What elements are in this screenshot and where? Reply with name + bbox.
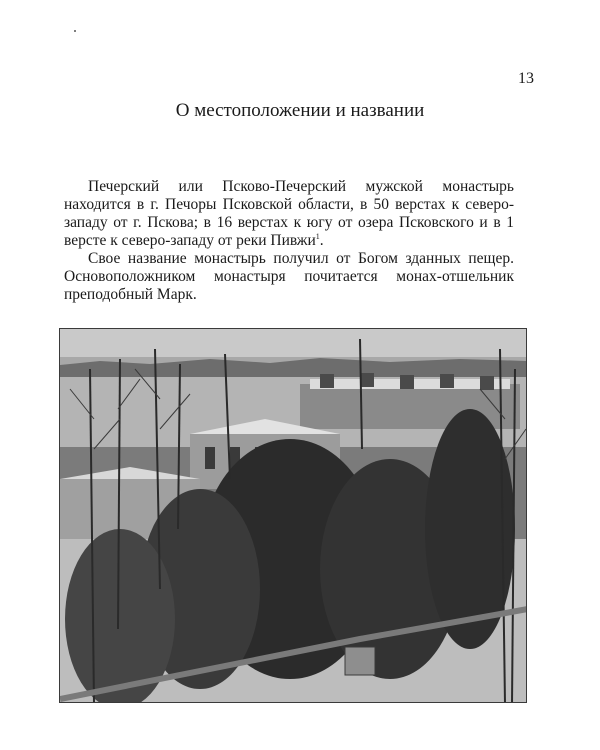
paragraph-location: [64, 178, 514, 250]
paragraph-location-end: .: [319, 232, 324, 249]
scan-speck: [74, 30, 76, 32]
body-text: [64, 178, 514, 304]
section-heading: О местоположении и названии: [175, 100, 425, 121]
monastery-winter-photo: [59, 328, 527, 703]
paragraph-name-origin: Свое название монастырь получил от Богом зданных пещер. Основоположником монастыря почитается монах-отшельник преподобный Марк.: [64, 250, 514, 303]
paragraph-location-text: Печерский или Псково-Печерский мужской монастырь находится в г. Печоры Псковской области, в 50 верстах к северо-западу от г. Пскова; в 16 верстах к югу от озера Псковского и в 1 версте к северо-западу от реки Пивжи: [64, 178, 514, 249]
footnote-reference: 1: [315, 231, 320, 241]
page-number: 13: [518, 70, 534, 87]
